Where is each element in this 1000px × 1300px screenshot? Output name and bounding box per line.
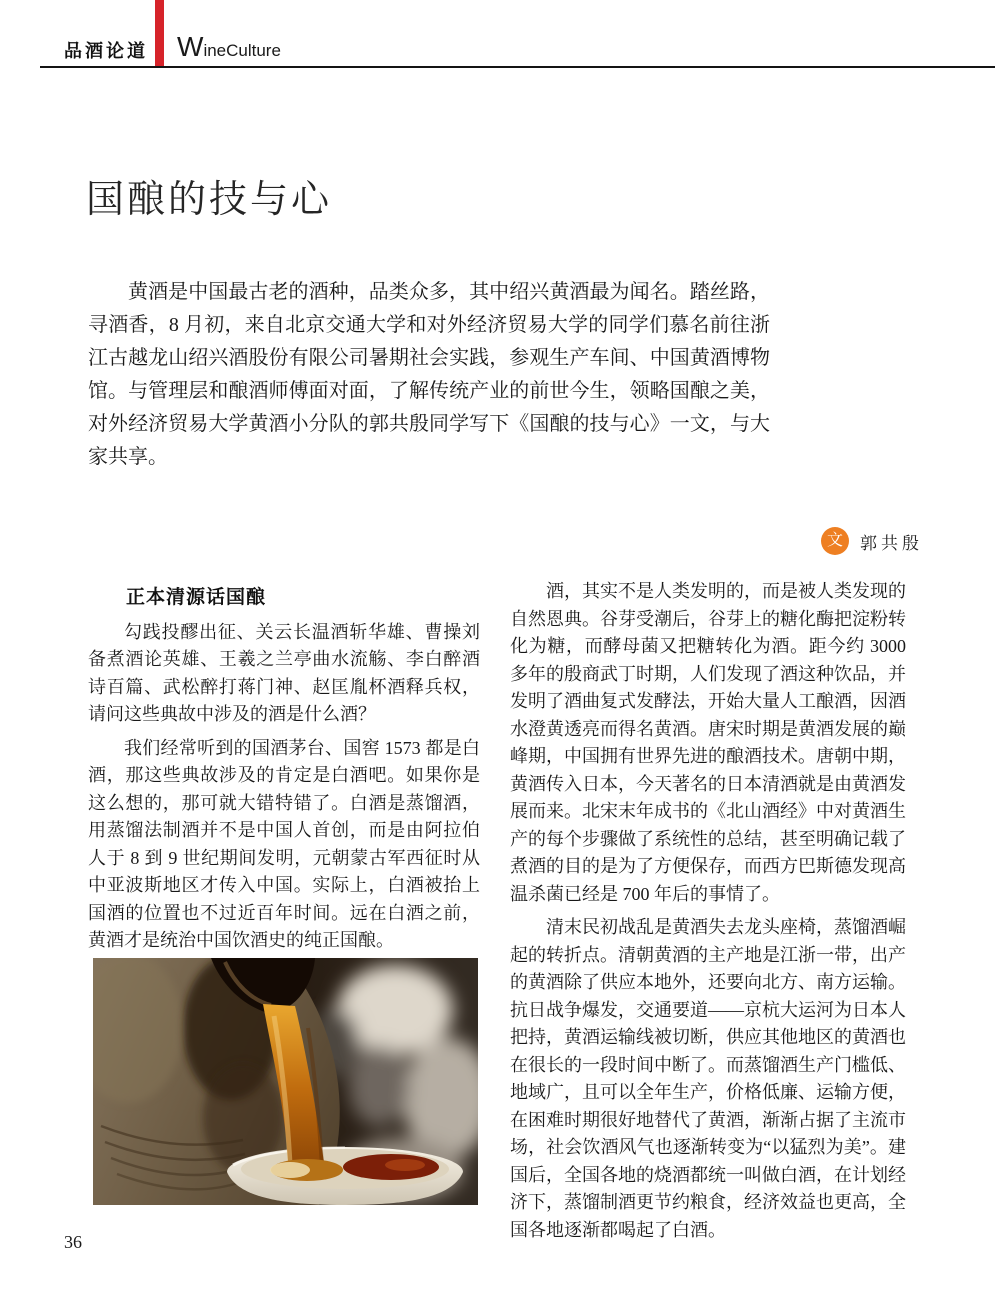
author-name: 郭共殷 <box>860 533 923 553</box>
article-title: 国酿的技与心 <box>86 179 333 221</box>
section-title-en-initial: W <box>177 31 204 62</box>
header-divider <box>40 66 995 68</box>
left-paragraph-2: 我们经常听到的国酒茅台、国窖 1573 都是白酒，那这些典故涉及的肯定是白酒吧。如果你是这么想的，那可就大错特错了。白酒是蒸馏酒，用蒸馏法制酒并不是中国人首创，而是由阿拉伯人于 8 到 9 世纪期间发明，元朝蒙古军西征时从中亚波斯地区才传入中国。实际上，白酒被抬上国酒的位置也不过近百年时间。远在白酒之前，黄酒才是统治中国饮酒史的纯正国酿。 <box>88 737 480 950</box>
section-heading: 正本清源话国酿 <box>126 587 267 608</box>
section-title-cn: 品酒论道 <box>64 41 148 61</box>
page-number: 36 <box>64 1232 82 1252</box>
right-paragraph-1: 酒，其实不是人类发明的，而是被人类发现的自然恩典。谷芽受潮后，谷芽上的糖化酶把淀粉转化为糖，而酵母菌又把糖转化为酒。距今约 3000 多年的殷商武丁时期，人们发现了酒这种饮品，并发明了酒曲复式发酵法，开始大量人工酿酒，因酒水澄黄透亮而得名黄酒。唐宋时期是黄酒发展的巅峰期，中国拥有世界先进的酿酒技术。唐朝中期，黄酒传入日本，今天著名的日本清酒就是由黄酒发展而来。北宋末年成书的《北山酒经》中对黄酒生产的每个步骤做了系统性的总结，甚至明确记载了煮酒的目的是为了方便保存，而西方巴斯德发现高温杀菌已经是 700 年后的事情了。 <box>510 581 906 904</box>
section-title-en-rest: ineCulture <box>203 41 281 60</box>
section-title-en <box>177 30 281 64</box>
left-column <box>88 584 480 955</box>
article-intro: 黄酒是中国最古老的酒种，品类众多，其中绍兴黄酒最为闻名。踏丝路，寻酒香，8 月初，来自北京交通大学和对外经济贸易大学的同学们慕名前往浙江古越龙山绍兴酒股份有限公司暑期社会实践，参观生产车间、中国黄酒博物馆。与管理层和酿酒师傅面对面，了解传统产业的前世今生，领略国酿之美，对外经济贸易大学黄酒小分队的郭共殷同学写下《国酿的技与心》一文，与大家共享。 <box>88 281 770 468</box>
right-paragraph-2: 清末民初战乱是黄酒失去龙头座椅，蒸馏酒崛起的转折点。清朝黄酒的主产地是江浙一带，出产的黄酒除了供应本地外，还要向北方、南方运输。抗日战争爆发，交通要道——京杭大运河为日本人把持，黄酒运输线被切断，供应其他地区的黄酒也在很长的一段时间中断了。而蒸馏酒生产门槛低、地域广，且可以全年生产，价格低廉、运输方便，在困难时期很好地替代了黄酒，渐渐占据了主流市场，社会饮酒风气也逐渐转变为“以猛烈为美”。建国后，全国各地的烧酒都统一叫做白酒，在计划经济下，蒸馏制酒更节约粮食，经济效益也更高，全国各地逐渐都喝起了白酒。 <box>510 917 906 1240</box>
section-accent-bar <box>155 0 164 67</box>
wine-pour-photo <box>93 958 478 1205</box>
right-column <box>510 578 906 1244</box>
left-paragraph-1: 勾践投醪出征、关云长温酒斩华雄、曹操刘备煮酒论英雄、王羲之兰亭曲水流觞、李白醉酒诗百篇、武松醉打蒋门神、赵匡胤杯酒释兵权，请问这些典故中涉及的酒是什么酒？ <box>88 621 480 724</box>
byline <box>821 527 923 555</box>
wen-author-badge-icon: 文 <box>821 527 849 555</box>
wine-pour-photo-image <box>93 958 478 1205</box>
